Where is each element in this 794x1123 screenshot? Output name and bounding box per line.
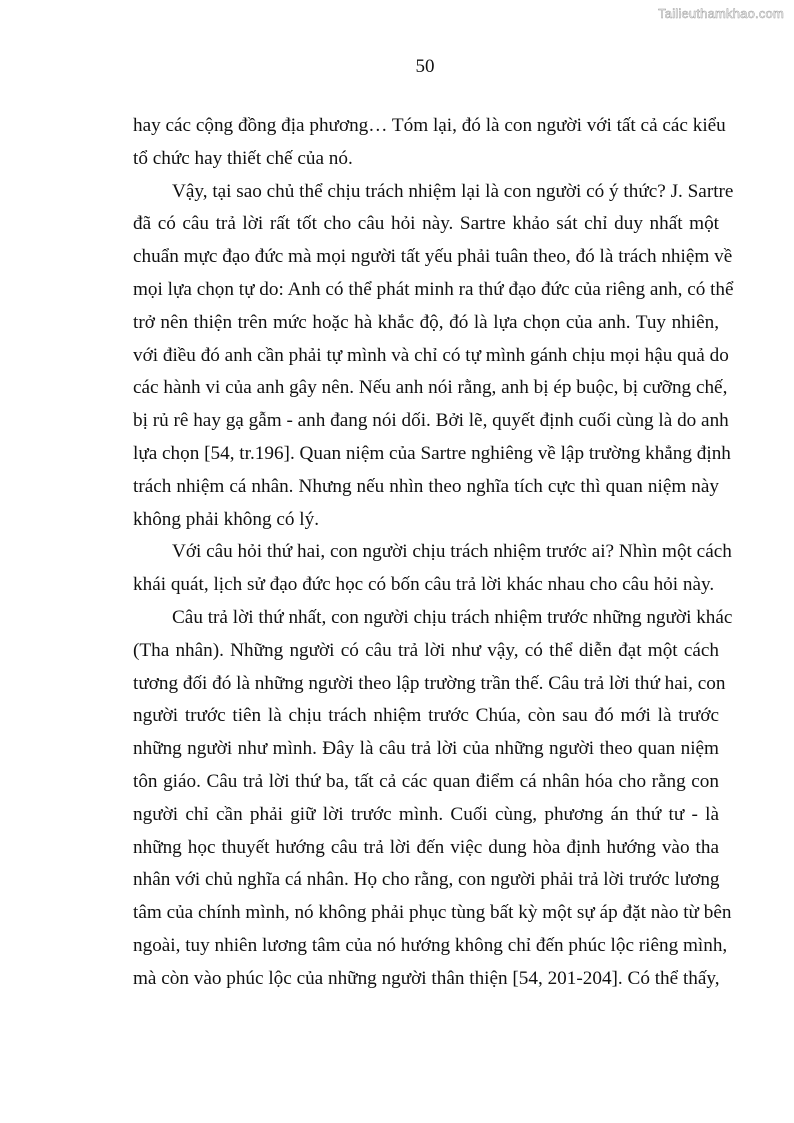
text-line: những học thuyết hướng câu trả lời đến việc dung hòa định hướng vào tha bbox=[133, 836, 719, 858]
text-line: các hành vi của anh gây nên. Nếu anh nói rằng, anh bị ép buộc, bị cưỡng chế, bbox=[133, 377, 728, 399]
text-line: hay các cộng đồng địa phương… Tóm lại, đó là con người với tất cả các kiểu bbox=[133, 115, 726, 136]
watermark: Tailieuthamkhao.com bbox=[658, 6, 784, 21]
text-line: không phải không có lý. bbox=[133, 508, 319, 530]
text-line: với điều đó anh cần phải tự mình và chỉ có tự mình gánh chịu mọi hậu quả do bbox=[133, 344, 729, 366]
text-line: lựa chọn [54, tr.196]. Quan niệm của Sartre nghiêng về lập trường khẳng định bbox=[133, 442, 731, 464]
text-line: bị rủ rê hay gạ gẫm - anh đang nói dối. Bởi lẽ, quyết định cuối cùng là do anh bbox=[133, 410, 729, 432]
text-line: đã có câu trả lời rất tốt cho câu hỏi này. Sartre khảo sát chỉ duy nhất một bbox=[133, 213, 719, 235]
text-line: mà còn vào phúc lộc của những người thân thiện [54, 201-204]. Có thể thấy, bbox=[133, 967, 720, 989]
text-line: tôn giáo. Câu trả lời thứ ba, tất cả các quan điểm cá nhân hóa cho rằng con bbox=[133, 770, 719, 792]
text-line: Câu trả lời thứ nhất, con người chịu trách nhiệm trước những người khác bbox=[172, 606, 733, 628]
text-line: Vậy, tại sao chủ thể chịu trách nhiệm lại là con người có ý thức? J. Sartre bbox=[172, 180, 734, 202]
text-line: tương đối đó là những người theo lập trường trần thế. Câu trả lời thứ hai, con bbox=[133, 672, 726, 694]
text-line: chuẩn mực đạo đức mà mọi người tất yếu phải tuân theo, đó là trách nhiệm về bbox=[133, 246, 733, 268]
text-line: Với câu hỏi thứ hai, con người chịu trách nhiệm trước ai? Nhìn một cách bbox=[172, 541, 732, 563]
text-line: khái quát, lịch sử đạo đức học có bốn câu trả lời khác nhau cho câu hỏi này. bbox=[133, 574, 715, 596]
text-line: những người như mình. Đây là câu trả lời của những người theo quan niệm bbox=[133, 738, 719, 760]
body-text bbox=[133, 110, 734, 996]
text-line: người chỉ cần phải giữ lời trước mình. Cuối cùng, phương án thứ tư - là bbox=[133, 803, 719, 825]
text-line: người trước tiên là chịu trách nhiệm trước Chúa, còn sau đó mới là trước bbox=[133, 705, 719, 727]
text-line: trở nên thiện trên mức hoặc hà khắc độ, đó là lựa chọn của anh. Tuy nhiên, bbox=[133, 311, 719, 333]
text-line: ngoài, tuy nhiên lương tâm của nó hướng không chỉ đến phúc lộc riêng mình, bbox=[133, 934, 728, 956]
text-line: (Tha nhân). Những người có câu trả lời như vậy, có thể diễn đạt một cách bbox=[133, 639, 719, 661]
text-line: trách nhiệm cá nhân. Nhưng nếu nhìn theo nghĩa tích cực thì quan niệm này bbox=[133, 475, 719, 497]
text-line: tổ chức hay thiết chế của nó. bbox=[133, 147, 353, 169]
page-number: 50 bbox=[415, 56, 435, 77]
text-line: tâm của chính mình, nó không phải phục tùng bất kỳ một sự áp đặt nào từ bên bbox=[133, 902, 732, 924]
text-line: mọi lựa chọn tự do: Anh có thể phát minh ra thứ đạo đức của riêng anh, có thể bbox=[133, 278, 734, 300]
text-line: nhân với chủ nghĩa cá nhân. Họ cho rằng, con người phải trả lời trước lương bbox=[133, 869, 720, 891]
